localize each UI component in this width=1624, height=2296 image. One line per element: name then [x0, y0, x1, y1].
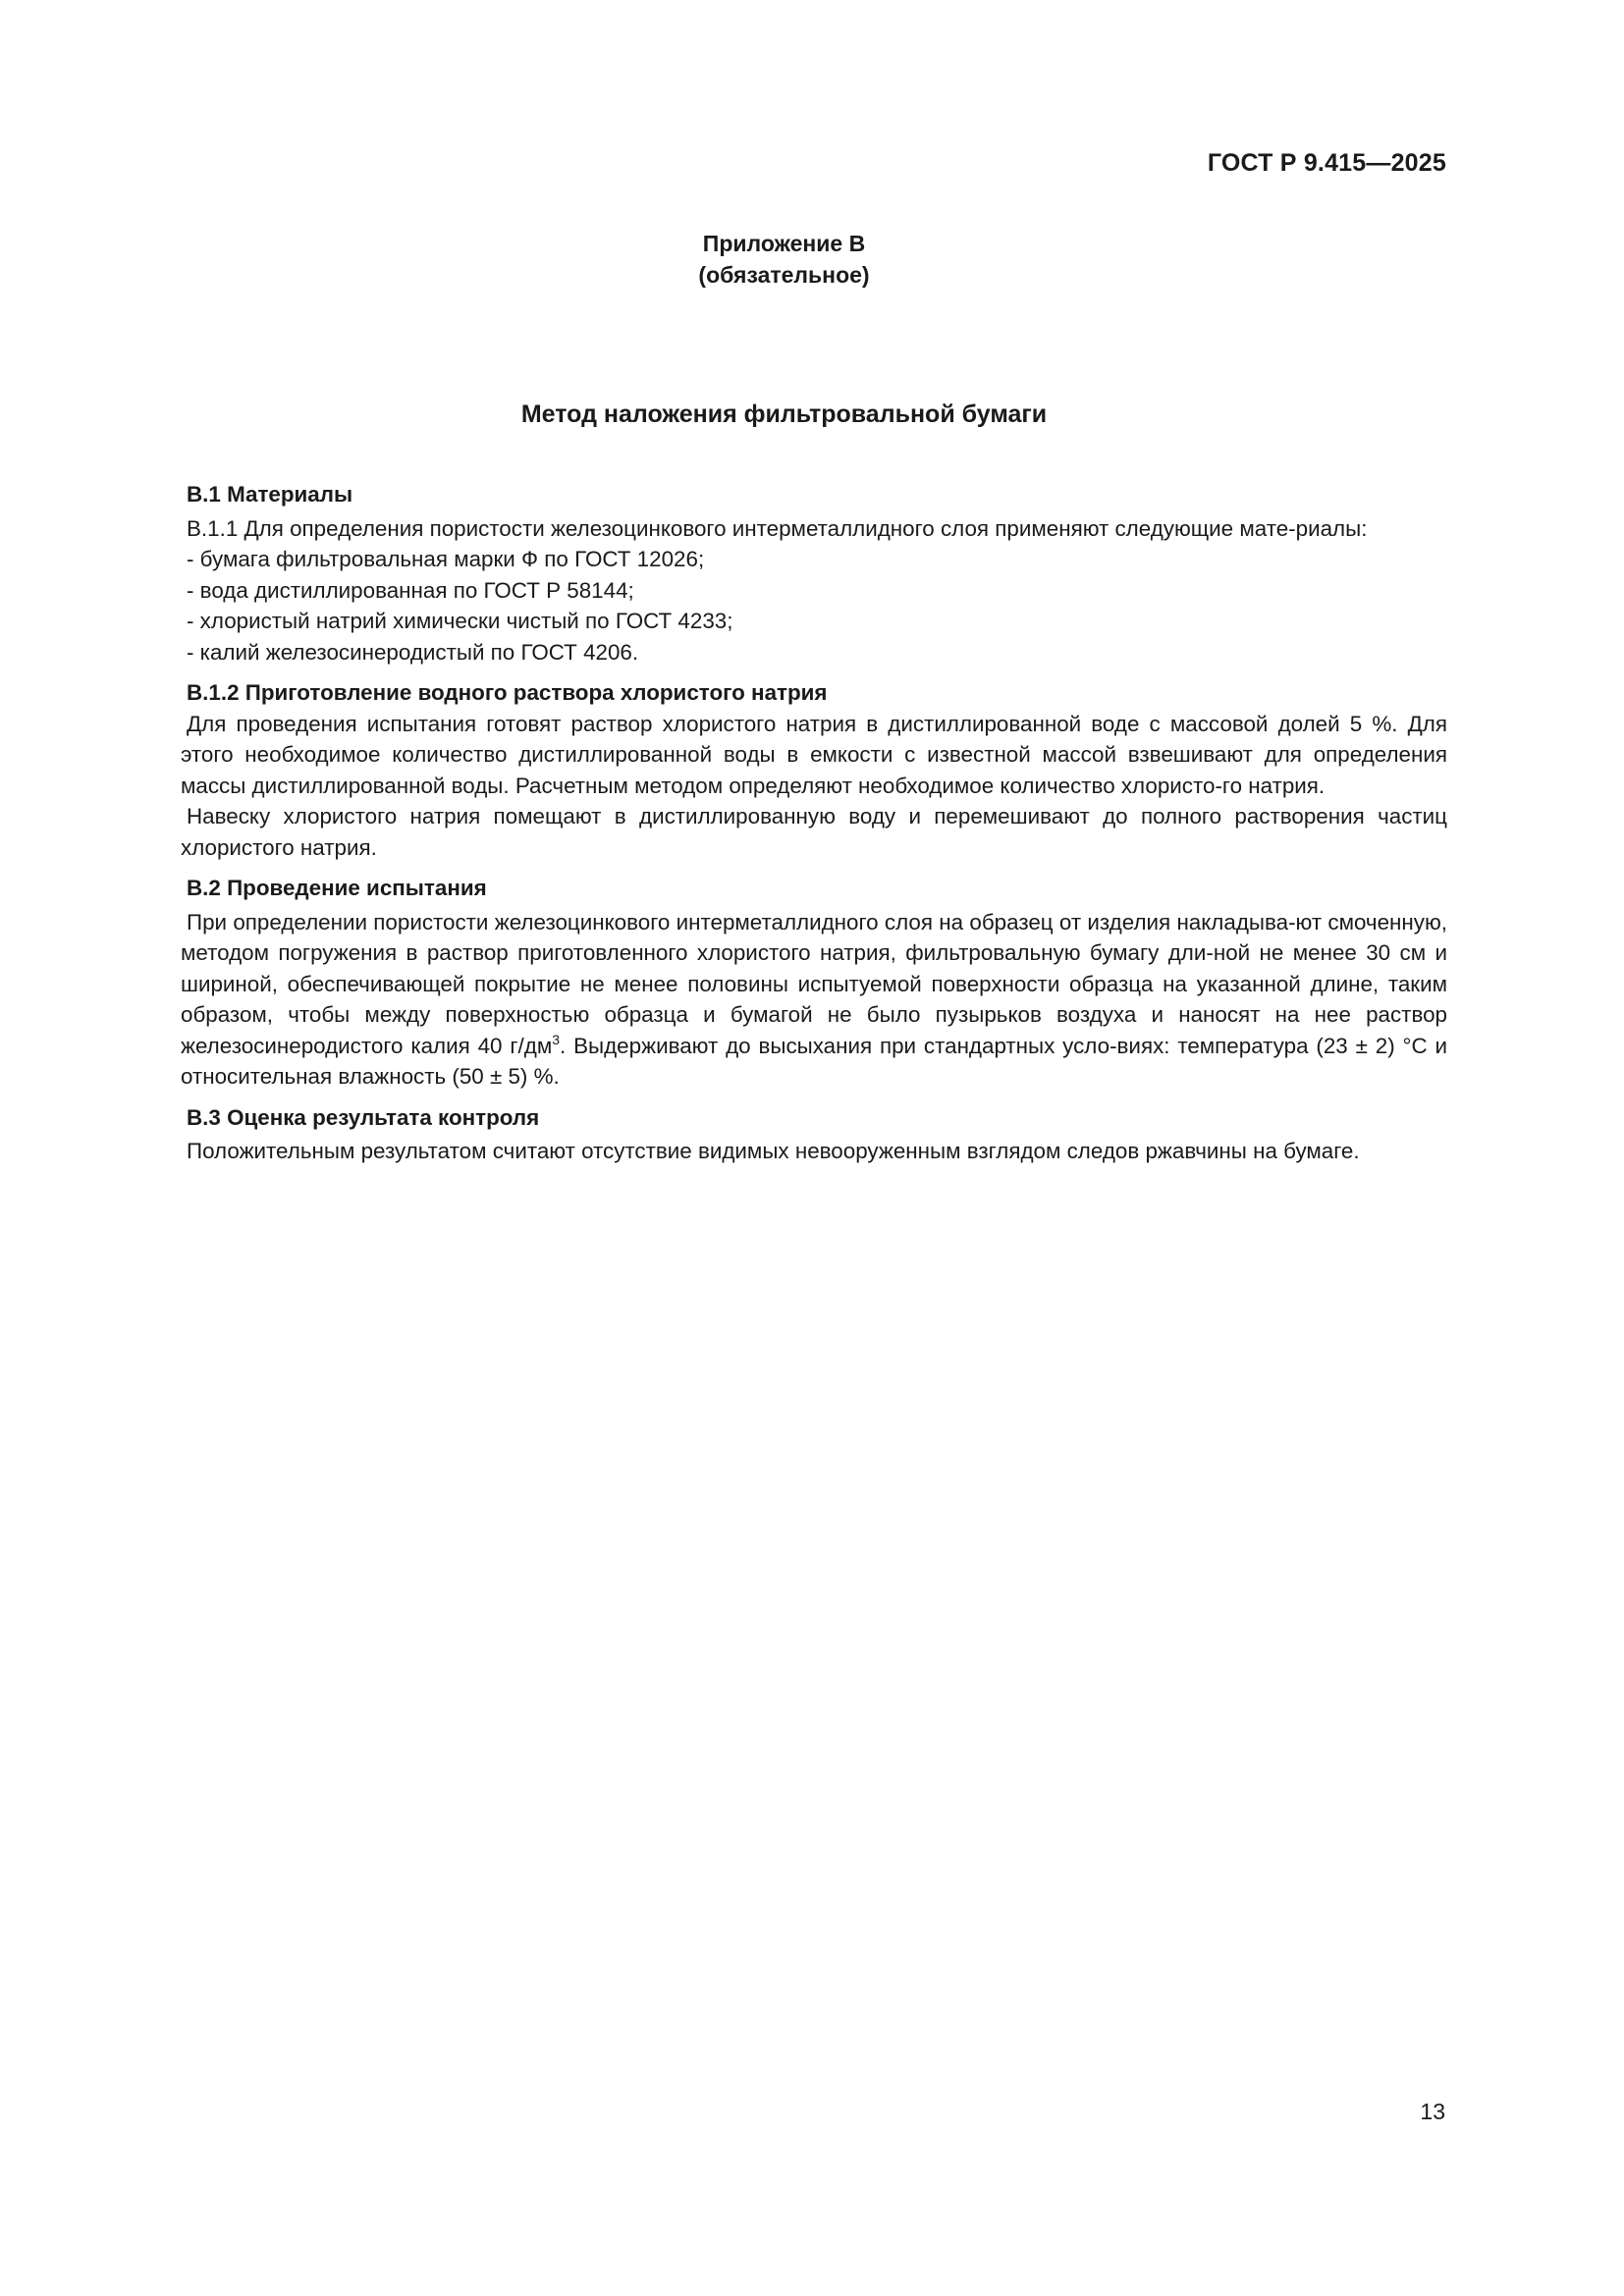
document-code: ГОСТ Р 9.415—2025: [1207, 149, 1446, 177]
section-b2-heading: В.2 Проведение испытания: [187, 876, 487, 900]
section-b1-heading: В.1 Материалы: [187, 482, 353, 507]
superscript-cubed: 3: [552, 1031, 561, 1047]
list-item: - хлористый натрий химически чистый по ГОСТ 4233;: [187, 609, 733, 633]
appendix-label: Приложение В: [702, 231, 866, 256]
materials-list: [181, 544, 1447, 667]
section-b12-heading: В.1.2 Приготовление водного раствора хлористого натрия: [187, 680, 828, 705]
section-b3-heading: В.3 Оценка результата контроля: [187, 1104, 540, 1130]
section-b3-paragraph: Положительным результатом считают отсутствие видимых невооруженным взглядом следов ржавчины на бумаге.: [187, 1139, 1360, 1163]
section-b2-text-part-1: При определении пористости железоцинкового интерметаллидного слоя на образец от изделия накладыва-ют смоченную, методом погружения в раствор приготовленного хлористого натрия, фильтровальную бумагу дли-ной не менее 30 см и шириной, обеспечивающей покрытие не менее половины испытуемой поверхности образца на указанной длине, таким образом, чтобы между поверхностью образца и бумагой не было пузырьков воздуха и наносят на нее раствор железосинеродистого калия 40 г/дм: [181, 909, 1447, 1058]
section-b12-paragraph-2: Навеску хлористого натрия помещают в дистиллированную воду и перемешивают до полного растворения частиц хлористого натрия.: [181, 804, 1447, 860]
appendix-status: (обязательное): [698, 262, 870, 288]
section-b12: [181, 677, 1447, 863]
section-b2: [181, 873, 1447, 1093]
section-b2-text-part-2: . Выдерживают до высыхания при стандартных усло-виях: температура (23 ± 2) °С и относительная влажность (50 ± 5) %.: [181, 1033, 1447, 1089]
section-b3: [181, 1102, 1447, 1167]
page-number: 13: [1420, 2099, 1445, 2124]
document-body: [181, 479, 1447, 1167]
section-b1-intro: В.1.1 Для определения пористости железоцинкового интерметаллидного слоя применяют следующие мате-риалы:: [187, 515, 1368, 541]
section-b1: [181, 479, 1447, 667]
list-item: - бумага фильтровальная марки Ф по ГОСТ 12026;: [187, 547, 705, 571]
list-item: - калий железосинеродистый по ГОСТ 4206.: [187, 639, 639, 665]
appendix-header: [0, 228, 1568, 291]
section-b12-paragraph-1: Для проведения испытания готовят раствор хлористого натрия в дистиллированной воде с массовой долей 5 %. Для этого необходимое количество дистиллированной воды в емкости с известной массой взвешивают для определения массы дистиллированной воды. Расчетным методом определяют необходимое количество хлористо-го натрия.: [181, 711, 1447, 798]
list-item: - вода дистиллированная по ГОСТ Р 58144;: [187, 577, 634, 603]
section-b2-paragraph: [181, 907, 1447, 1093]
method-title: Метод наложения фильтровальной бумаги: [520, 400, 1048, 428]
